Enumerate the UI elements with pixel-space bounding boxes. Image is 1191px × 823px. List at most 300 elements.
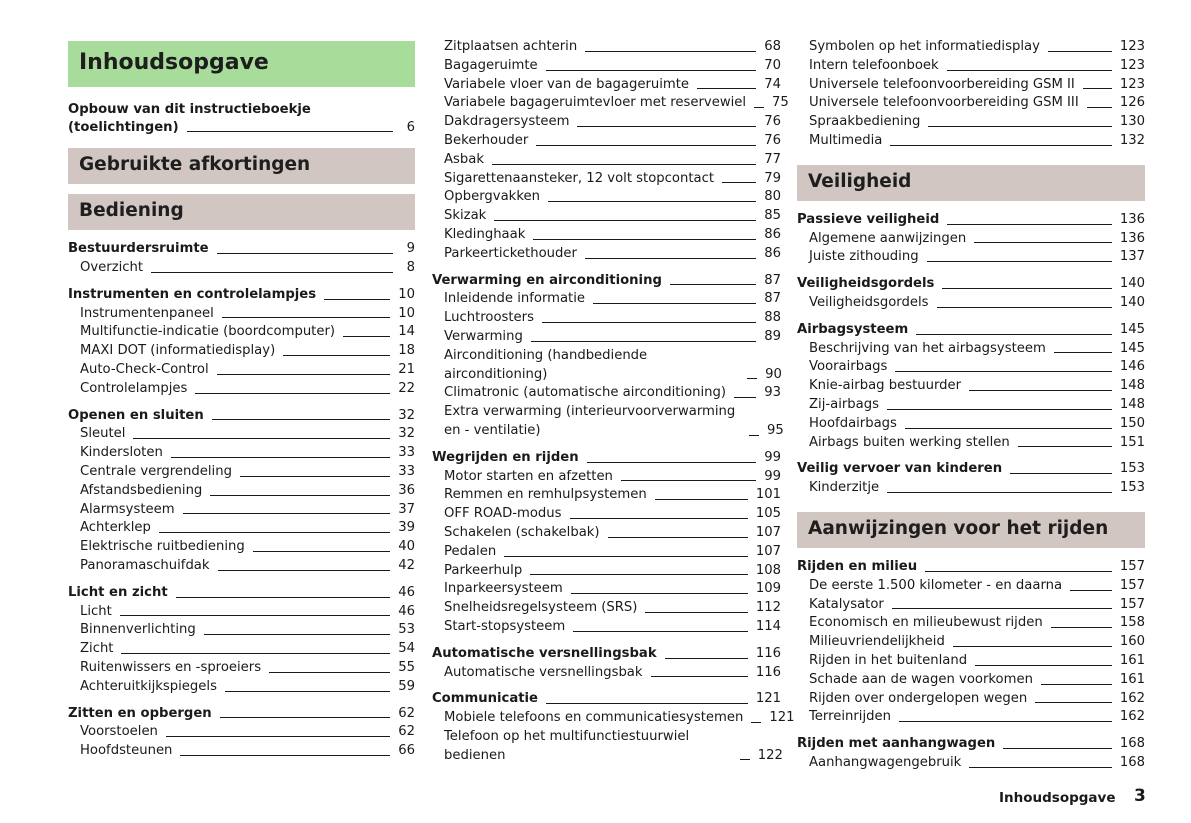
toc-entry[interactable]	[68, 259, 415, 278]
leader-line	[651, 676, 748, 677]
toc-entry-page: 114	[755, 618, 781, 634]
toc-entry[interactable]	[432, 468, 781, 487]
leader-line	[220, 717, 391, 718]
toc-entry-title: Extra verwarming (interieurvoorverwarming en - ventilatie)	[444, 404, 736, 438]
toc-entry[interactable]	[68, 538, 415, 557]
toc-column-3	[797, 38, 1145, 773]
toc-entry-page: 86	[764, 245, 781, 261]
toc-entry[interactable]	[68, 323, 415, 342]
toc-entry[interactable]	[432, 486, 781, 505]
toc-entry[interactable]	[432, 347, 781, 385]
toc-entry-title: Zitten en opbergen	[68, 705, 212, 721]
toc-section-entry[interactable]	[797, 460, 1145, 479]
toc-entry[interactable]	[68, 640, 415, 659]
leader-line	[217, 374, 391, 375]
toc-entry-title: Rijden in het buitenland	[809, 652, 968, 668]
toc-entry-title: Afstandsbediening	[80, 482, 203, 498]
toc-section-entry[interactable]	[797, 558, 1145, 577]
leader-line	[937, 307, 1112, 308]
leader-line	[655, 499, 748, 500]
toc-entry-page: 116	[755, 645, 781, 661]
leader-line	[925, 571, 1112, 572]
toc-entry-page: 22	[398, 380, 415, 396]
toc-entry-page: 107	[755, 543, 781, 559]
leader-line	[222, 317, 390, 318]
toc-entry[interactable]	[68, 723, 415, 742]
toc-entry-title: Verwarming	[444, 328, 523, 344]
heading-driving[interactable]: Aanwijzingen voor het rijden	[797, 512, 1145, 548]
toc-entry[interactable]	[432, 113, 781, 132]
toc-entry-page: 126	[1119, 95, 1145, 111]
page-title: Inhoudsopgave	[68, 41, 415, 87]
toc-entry-page: 140	[1119, 276, 1145, 292]
toc-entry-title: Universele telefoonvoorbereiding GSM III	[809, 95, 1079, 111]
toc-entry[interactable]	[432, 505, 781, 524]
leader-line	[151, 272, 393, 273]
leader-line	[531, 341, 756, 342]
toc-entry-page: 54	[398, 641, 415, 657]
toc-entry-page: 108	[755, 562, 781, 578]
leader-line	[533, 239, 756, 240]
toc-entry-page: 87	[764, 291, 781, 307]
toc-entry-title: Controlelampjes	[80, 380, 188, 396]
toc-entry-page: 137	[1119, 249, 1145, 265]
toc-entry[interactable]	[432, 226, 781, 245]
footer-page-number: 3	[1134, 786, 1146, 806]
toc-entry[interactable]	[797, 340, 1145, 359]
leader-line	[1051, 627, 1112, 628]
intro-line-1: Opbouw van dit instructieboekje	[68, 102, 311, 117]
toc-entry-page: 66	[398, 743, 415, 759]
toc-entry-page: 161	[1119, 652, 1145, 668]
toc-entry-title: Skizak	[444, 208, 487, 224]
toc-entry-page: 90	[765, 366, 782, 382]
leader-line	[204, 634, 390, 635]
toc-entry-title: Rijden met aanhangwagen	[797, 736, 996, 752]
leader-line	[542, 322, 756, 323]
toc-entry-page: 162	[1119, 709, 1145, 725]
toc-entry[interactable]	[797, 633, 1145, 652]
toc-entry-title: Wegrijden en rijden	[432, 449, 579, 465]
toc-entry-title: Universele telefoonvoorbereiding GSM II	[809, 76, 1075, 92]
toc-entry[interactable]	[797, 294, 1145, 313]
toc-entry-page: 37	[398, 501, 415, 517]
toc-section-entry[interactable]	[432, 449, 781, 468]
leader-line	[892, 608, 1112, 609]
leader-line	[530, 574, 748, 575]
toc-entry-title: Inleidende informatie	[444, 291, 586, 307]
toc-entry-page: 87	[764, 272, 781, 288]
leader-line	[890, 145, 1112, 146]
toc-column-1	[68, 38, 415, 761]
toc-entry-page: 145	[1119, 321, 1145, 337]
toc-entry-page: 168	[1119, 754, 1145, 770]
leader-line	[1041, 684, 1112, 685]
leader-line	[905, 428, 1112, 429]
toc-entry[interactable]	[797, 230, 1145, 249]
toc-entry-title: Parkeertickethouder	[444, 245, 577, 261]
toc-section-entry[interactable]	[797, 735, 1145, 754]
leader-line	[751, 722, 761, 723]
toc-entry-page: 158	[1119, 615, 1145, 631]
toc-entry[interactable]	[68, 501, 415, 520]
toc-entry-page: 77	[764, 151, 781, 167]
toc-entry[interactable]	[68, 342, 415, 361]
toc-entry-title: Juiste zithouding	[809, 249, 919, 265]
toc-entry-page: 145	[1119, 340, 1145, 356]
toc-entry[interactable]	[797, 132, 1145, 151]
toc-entry-page: 148	[1119, 396, 1145, 412]
toc-section-entry[interactable]	[797, 321, 1145, 340]
toc-entry-page: 62	[398, 724, 415, 740]
toc-list-driving	[797, 558, 1145, 773]
toc-entry[interactable]	[797, 94, 1145, 113]
toc-entry[interactable]	[432, 207, 781, 226]
toc-entry-title: Sleutel	[80, 426, 126, 442]
toc-entry[interactable]	[797, 754, 1145, 773]
toc-section-entry[interactable]	[432, 690, 781, 709]
toc-entry-page: 74	[764, 76, 781, 92]
leader-line	[253, 551, 390, 552]
toc-entry[interactable]	[432, 151, 781, 170]
toc-entry[interactable]	[432, 57, 781, 76]
toc-entry[interactable]	[432, 562, 781, 581]
toc-list-communication-cont	[797, 38, 1145, 151]
toc-entry[interactable]	[432, 728, 781, 766]
toc-section-entry[interactable]	[432, 645, 781, 664]
leader-line	[969, 390, 1112, 391]
toc-entry-title: Airconditioning (handbediende airconditioning)	[444, 347, 648, 382]
toc-section-entry[interactable]	[68, 705, 415, 724]
toc-entry[interactable]	[432, 132, 781, 151]
toc-entry[interactable]	[797, 358, 1145, 377]
toc-entry-title: Motor starten en afzetten	[444, 468, 613, 484]
toc-entry-page: 46	[398, 603, 415, 619]
leader-line	[570, 518, 748, 519]
toc-entry-title: Knie-airbag bestuurder	[809, 378, 962, 394]
toc-entry[interactable]	[68, 305, 415, 324]
toc-section-entry[interactable]	[797, 211, 1145, 230]
leader-line	[749, 435, 759, 436]
toc-entry-page: 132	[1119, 132, 1145, 148]
toc-entry-title: Start-stopsysteem	[444, 618, 566, 634]
toc-entry-title: Communicatie	[432, 691, 539, 707]
toc-entry-title: Bekerhouder	[444, 132, 529, 148]
toc-entry[interactable]	[68, 557, 415, 576]
toc-entry[interactable]	[797, 596, 1145, 615]
leader-line	[665, 658, 748, 659]
toc-entry[interactable]	[432, 709, 795, 728]
toc-entry-title: Auto-Check-Control	[80, 362, 209, 378]
leader-line	[269, 672, 390, 673]
toc-entry-page: 21	[398, 362, 415, 378]
toc-entry-title: Schade aan de wagen voorkomen	[809, 671, 1033, 687]
toc-list-safety	[797, 211, 1145, 498]
toc-entry[interactable]	[797, 708, 1145, 727]
toc-entry-page: 42	[398, 558, 415, 574]
toc-entry-title: Climatronic (automatische airconditioning)	[444, 385, 727, 401]
toc-entry[interactable]	[68, 519, 415, 538]
toc-entry-page: 95	[767, 422, 784, 438]
leader-line	[928, 126, 1111, 127]
toc-section-entry[interactable]	[68, 286, 415, 305]
leader-line	[1035, 702, 1112, 703]
toc-entry-title: Beschrijving van het airbagsysteem	[809, 340, 1046, 356]
leader-line	[947, 224, 1111, 225]
leader-line	[887, 409, 1112, 410]
toc-entry-title: Hoofdairbags	[809, 415, 897, 431]
toc-entry-title: Algemene aanwijzingen	[809, 230, 967, 246]
leader-line	[947, 70, 1112, 71]
toc-entry-title: Veilig vervoer van kinderen	[797, 461, 1003, 477]
toc-entry-title: Variabele vloer van de bagageruimte	[444, 76, 690, 92]
toc-entry-page: 160	[1119, 634, 1145, 650]
toc-entry-title: Schakelen (schakelbak)	[444, 524, 600, 540]
toc-entry[interactable]	[68, 444, 415, 463]
toc-entry-title: Parkeerhulp	[444, 562, 523, 578]
leader-line	[974, 242, 1112, 243]
toc-entry-title: Achterklep	[80, 520, 151, 536]
leader-line	[953, 646, 1112, 647]
leader-line	[734, 397, 756, 398]
toc-entry-page: 157	[1119, 596, 1145, 612]
leader-line	[210, 495, 390, 496]
leader-line	[670, 284, 756, 285]
toc-entry-title: Rijden over ondergelopen wegen	[809, 690, 1028, 706]
toc-entry-title: Mobiele telefoons en communicatiesystemen	[444, 710, 744, 726]
toc-entry-title: Instrumentenpaneel	[80, 305, 214, 321]
toc-entry-title: Ruitenwissers en -sproeiers	[80, 660, 262, 676]
toc-entry-page: 10	[398, 305, 415, 321]
toc-entry[interactable]	[432, 245, 781, 264]
toc-entry[interactable]	[797, 113, 1145, 132]
toc-entry-page: 122	[757, 747, 783, 763]
toc-entry[interactable]	[68, 425, 415, 444]
toc-entry[interactable]	[68, 742, 415, 761]
toc-entry-page: 109	[755, 581, 781, 597]
toc-entry-page: 150	[1119, 415, 1145, 431]
leader-line	[740, 759, 750, 760]
toc-entry-title: Economisch en milieubewust rijden	[809, 615, 1043, 631]
leader-line	[548, 201, 756, 202]
toc-entry-title: Panoramaschuifdak	[80, 558, 210, 574]
toc-entry[interactable]	[797, 248, 1145, 267]
toc-entry-page: 89	[764, 328, 781, 344]
toc-entry[interactable]	[432, 188, 781, 207]
toc-entry[interactable]	[68, 678, 415, 697]
leader-line	[225, 691, 390, 692]
leader-line	[166, 736, 390, 737]
toc-entry[interactable]	[432, 38, 781, 57]
toc-entry-page: 153	[1119, 461, 1145, 477]
leader-line	[283, 355, 390, 356]
toc-entry[interactable]	[432, 403, 784, 441]
toc-entry[interactable]	[68, 621, 415, 640]
toc-entry[interactable]	[68, 603, 415, 622]
toc-entry[interactable]	[432, 290, 781, 309]
toc-entry-title: Aanhangwagengebruik	[809, 754, 962, 770]
toc-entry[interactable]	[432, 94, 789, 113]
toc-entry[interactable]	[432, 170, 781, 189]
toc-entry-page: 123	[1119, 39, 1145, 54]
toc-entry[interactable]	[797, 57, 1145, 76]
toc-entry[interactable]	[432, 384, 781, 403]
toc-entry-page: 68	[764, 39, 781, 54]
toc-section-entry[interactable]	[432, 272, 781, 291]
toc-entry-page: 153	[1119, 480, 1145, 496]
toc-entry-title: Elektrische ruitbediening	[80, 539, 245, 555]
toc-entry-title: Terreinrijden	[809, 709, 891, 725]
toc-entry[interactable]	[797, 415, 1145, 434]
toc-entry-title: Intern telefoonboek	[809, 57, 939, 73]
leader-line	[1054, 352, 1112, 353]
toc-entry[interactable]	[432, 524, 781, 543]
heading-operation[interactable]: Bediening	[68, 194, 415, 230]
leader-line	[343, 336, 390, 337]
toc-entry-title: Airbagsysteem	[797, 321, 909, 337]
toc-entry-page: 168	[1119, 736, 1145, 752]
toc-section-entry[interactable]	[68, 240, 415, 259]
toc-entry[interactable]	[797, 614, 1145, 633]
toc-entry[interactable]	[432, 599, 781, 618]
toc-entry-page: 105	[755, 506, 781, 522]
toc-entry-title: Zij-airbags	[809, 396, 879, 412]
toc-entry-title: Verwarming en airconditioning	[432, 272, 662, 288]
toc-entry[interactable]	[797, 76, 1145, 95]
toc-entry-page: 123	[1119, 57, 1145, 73]
leader-line	[587, 462, 757, 463]
leader-line	[585, 258, 756, 259]
toc-entry-page: 151	[1119, 434, 1145, 450]
toc-entry[interactable]	[432, 76, 781, 95]
toc-entry-page: 10	[398, 286, 415, 302]
toc-entry-page: 33	[398, 464, 415, 480]
leader-line	[1048, 51, 1112, 52]
leader-line	[324, 299, 390, 300]
intro-entry[interactable]	[68, 101, 415, 137]
toc-entry[interactable]	[797, 377, 1145, 396]
toc-entry-title: Multimedia	[809, 132, 883, 148]
toc-entry[interactable]	[432, 309, 781, 328]
leader-line	[180, 755, 390, 756]
toc-entry[interactable]	[432, 580, 781, 599]
leader-line	[504, 556, 748, 557]
toc-entry-title: Pedalen	[444, 543, 497, 559]
toc-entry[interactable]	[432, 328, 781, 347]
toc-entry-page: 116	[755, 664, 781, 680]
toc-entry-page: 76	[764, 114, 781, 130]
toc-entry-page: 148	[1119, 378, 1145, 394]
leader-line	[536, 145, 756, 146]
toc-entry-title: Zitplaatsen achterin	[444, 39, 578, 54]
toc-entry[interactable]	[797, 577, 1145, 596]
toc-entry[interactable]	[432, 543, 781, 562]
leader-line	[1018, 446, 1112, 447]
toc-entry-page: 85	[764, 208, 781, 224]
toc-column-2	[432, 38, 795, 765]
leader-line	[1010, 473, 1112, 474]
toc-section-entry[interactable]	[68, 584, 415, 603]
leader-line	[573, 631, 748, 632]
toc-entry-title: Telefoon op het multifunctiestuurwiel bedienen	[444, 728, 690, 763]
toc-entry[interactable]	[68, 659, 415, 678]
toc-entry-page: 14	[398, 324, 415, 340]
toc-entry[interactable]	[68, 361, 415, 380]
toc-entry[interactable]	[68, 482, 415, 501]
toc-entry-title: Licht en zicht	[68, 584, 168, 600]
toc-entry[interactable]	[797, 396, 1145, 415]
toc-entry[interactable]	[432, 664, 781, 683]
toc-entry-title: OFF ROAD-modus	[444, 506, 562, 522]
toc-entry-title: Asbak	[444, 151, 484, 167]
toc-entry-page: 76	[764, 132, 781, 148]
toc-entry-title: De eerste 1.500 kilometer - en daarna	[809, 577, 1063, 593]
toc-entry-title: Milieuvriendelijkheid	[809, 634, 945, 650]
leader-line	[916, 334, 1112, 335]
toc-entry[interactable]	[797, 479, 1145, 498]
leader-line	[1003, 748, 1112, 749]
leader-line	[645, 612, 747, 613]
leader-line	[608, 537, 748, 538]
leader-line	[217, 253, 393, 254]
toc-entry[interactable]	[797, 690, 1145, 709]
toc-entry-page: 157	[1119, 558, 1145, 574]
toc-entry[interactable]	[797, 38, 1145, 57]
toc-entry[interactable]	[797, 434, 1145, 453]
toc-entry-title: Zicht	[80, 641, 114, 657]
toc-entry-title: Symbolen op het informatiedisplay	[809, 39, 1040, 54]
leader-line	[1087, 107, 1112, 108]
toc-entry-page: 88	[764, 310, 781, 326]
toc-entry-title: Bestuurdersruimte	[68, 241, 209, 257]
toc-entry-page: 55	[398, 660, 415, 676]
toc-entry-title: Opbergvakken	[444, 189, 540, 205]
heading-abbreviations[interactable]: Gebruikte afkortingen	[68, 148, 415, 184]
leader-line	[1083, 88, 1112, 89]
leader-line	[120, 615, 390, 616]
leader-line	[754, 107, 764, 108]
toc-entry-title: Openen en sluiten	[68, 407, 204, 423]
leader-line	[975, 665, 1112, 666]
toc-section-entry[interactable]	[68, 407, 415, 426]
toc-entry[interactable]	[432, 618, 781, 637]
toc-entry-page: 136	[1119, 211, 1145, 227]
toc-entry-page: 107	[755, 524, 781, 540]
toc-entry[interactable]	[797, 652, 1145, 671]
toc-entry-page: 101	[755, 487, 781, 503]
leader-line	[899, 721, 1112, 722]
toc-entry-page: 32	[398, 426, 415, 442]
toc-entry-page: 75	[772, 95, 789, 111]
toc-entry[interactable]	[68, 463, 415, 482]
toc-entry-title: Sigarettenaansteker, 12 volt stopcontact	[444, 170, 715, 186]
toc-entry-title: Voorairbags	[809, 359, 888, 375]
leader-line	[722, 182, 756, 183]
intro-line-2: (toelichtingen)	[68, 119, 179, 135]
heading-safety[interactable]: Veiligheid	[797, 165, 1145, 201]
toc-entry-page: 146	[1119, 359, 1145, 375]
toc-entry-title: Kinderzitje	[809, 480, 880, 496]
toc-section-entry[interactable]	[797, 275, 1145, 294]
toc-entry-title: Binnenverlichting	[80, 622, 196, 638]
toc-entry[interactable]	[797, 671, 1145, 690]
leader-line	[577, 126, 756, 127]
leader-line	[1070, 590, 1112, 591]
toc-entry-page: 162	[1119, 690, 1145, 706]
toc-entry-title: Centrale vergrendeling	[80, 464, 232, 480]
toc-entry[interactable]	[68, 380, 415, 399]
toc-entry-page: 136	[1119, 230, 1145, 246]
